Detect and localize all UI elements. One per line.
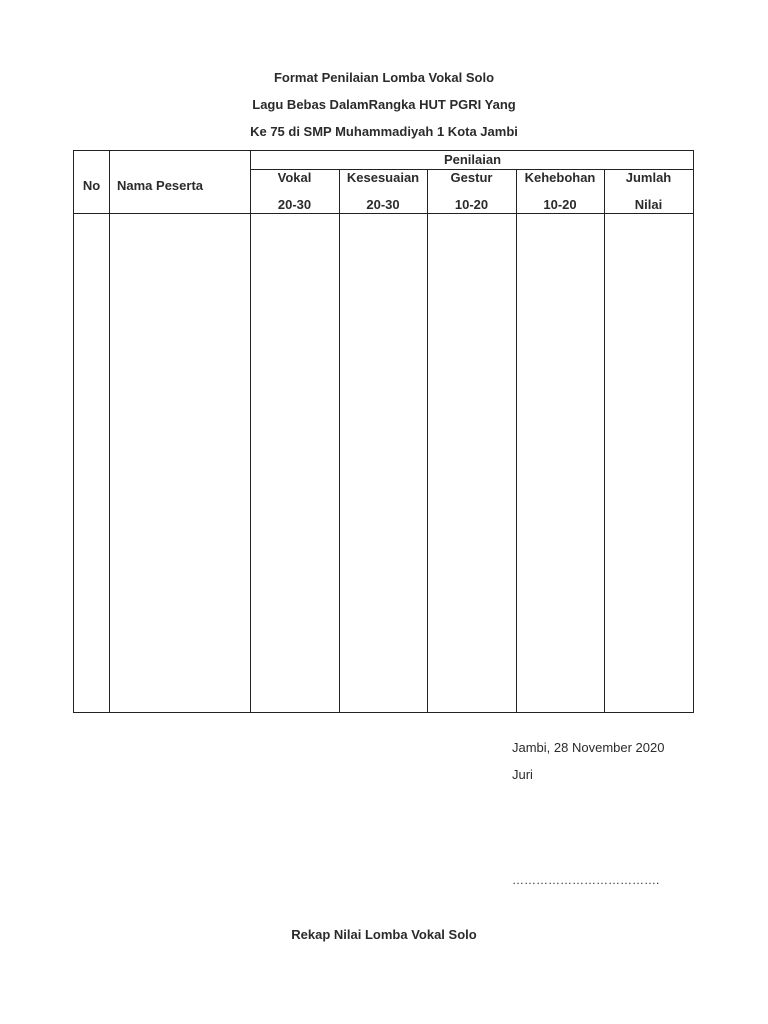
document-subtitle-line-2: Ke 75 di SMP Muhammadiyah 1 Kota Jambi [250, 124, 518, 139]
header-jumlah: Jumlah [625, 170, 672, 185]
recap-section-title: Rekap Nilai Lomba Vokal Solo [291, 927, 477, 942]
header-kesesuaian: Kesesuaian [346, 170, 420, 185]
header-gestur: Gestur [450, 170, 493, 185]
header-nama-peserta: Nama Peserta [117, 178, 203, 193]
range-vokal: 20-30 [277, 197, 312, 212]
scoring-table [73, 150, 694, 713]
signature-line: ………………………………. [512, 873, 660, 887]
table-body-empty [74, 214, 693, 712]
range-kehebohan: 10-20 [543, 197, 577, 212]
place-date: Jambi, 28 November 2020 [512, 740, 665, 755]
range-gestur: 10-20 [454, 197, 489, 212]
header-kehebohan: Kehebohan [524, 170, 596, 185]
header-no: No [82, 178, 101, 193]
header-penilaian: Penilaian [443, 152, 502, 167]
judge-label: Juri [512, 767, 533, 782]
document-title: Format Penilaian Lomba Vokal Solo [273, 70, 495, 85]
range-jumlah-nilai: Nilai [634, 197, 663, 212]
document-subtitle-line-1: Lagu Bebas DalamRangka HUT PGRI Yang [252, 97, 516, 112]
range-kesesuaian: 20-30 [366, 197, 400, 212]
header-vokal: Vokal [277, 170, 312, 185]
